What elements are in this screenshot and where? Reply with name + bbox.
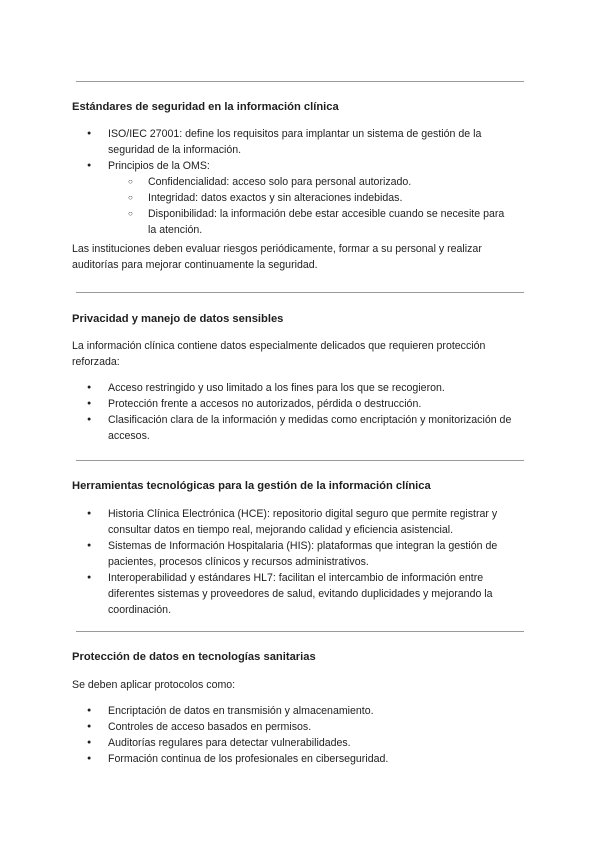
list-item: ● Principios de la OMS: <box>72 158 524 174</box>
section-title: Estándares de seguridad en la información clínica <box>72 101 339 113</box>
paragraph: Se deben aplicar protocolos como: <box>72 679 236 691</box>
list-item: ● Controles de acceso basados en permisos. <box>72 719 524 735</box>
list-item: ● Auditorías regulares para detectar vulnerabilidades. <box>72 735 524 751</box>
list-item: ● Encriptación de datos en transmisión y almacenamiento. <box>72 703 524 719</box>
paragraph: La información clínica contiene datos especialmente delicados que requieren protección reforzada: <box>72 340 486 368</box>
paragraph: Las instituciones deben evaluar riesgos periódicamente, formar a su personal y realizar auditorías para mejorar continuamente la seguridad. <box>72 243 482 271</box>
sub-list-item: ○ Confidencialidad: acceso solo para personal autorizado. <box>72 174 524 190</box>
list-item: ● Protección frente a accesos no autorizados, pérdida o destrucción. <box>72 396 524 412</box>
list-item: ● Interoperabilidad y estándares HL7: facilitan el intercambio de información entre diferentes sistemas y proveedores de salud, evitando duplicidades y mejorando la coordinación. <box>72 570 524 618</box>
list-item: ● ISO/IEC 27001: define los requisitos para implantar un sistema de gestión de la seguridad de la información. <box>72 126 524 158</box>
section-divider <box>76 81 524 82</box>
sub-list-item: ○ Disponibilidad: la información debe estar accesible cuando se necesite para la atención. <box>72 206 524 238</box>
list-item: ● Clasificación clara de la información y medidas como encriptación y monitorización de accesos. <box>72 412 524 444</box>
section-title: Herramientas tecnológicas para la gestión de la información clínica <box>72 480 431 492</box>
section-divider <box>76 460 524 461</box>
section-title: Protección de datos en tecnologías sanitarias <box>72 651 316 663</box>
list-item: ● Sistemas de Información Hospitalaria (HIS): plataformas que integran la gestión de pacientes, procesos clínicos y recursos administrativos. <box>72 538 524 570</box>
bullet-list <box>72 380 524 444</box>
list-item: ● Formación continua de los profesionales en ciberseguridad. <box>72 751 524 767</box>
bullet-list <box>72 126 524 238</box>
section-divider <box>76 631 524 632</box>
section-divider <box>76 292 524 293</box>
section-title: Privacidad y manejo de datos sensibles <box>72 313 284 325</box>
sub-list-item: ○ Integridad: datos exactos y sin alteraciones indebidas. <box>72 190 524 206</box>
bullet-list <box>72 506 524 618</box>
bullet-list <box>72 703 524 767</box>
list-item: ● Historia Clínica Electrónica (HCE): repositorio digital seguro que permite registrar y consultar datos en tiempo real, mejorando calidad y eficiencia asistencial. <box>72 506 524 538</box>
list-item: ● Acceso restringido y uso limitado a los fines para los que se recogieron. <box>72 380 524 396</box>
